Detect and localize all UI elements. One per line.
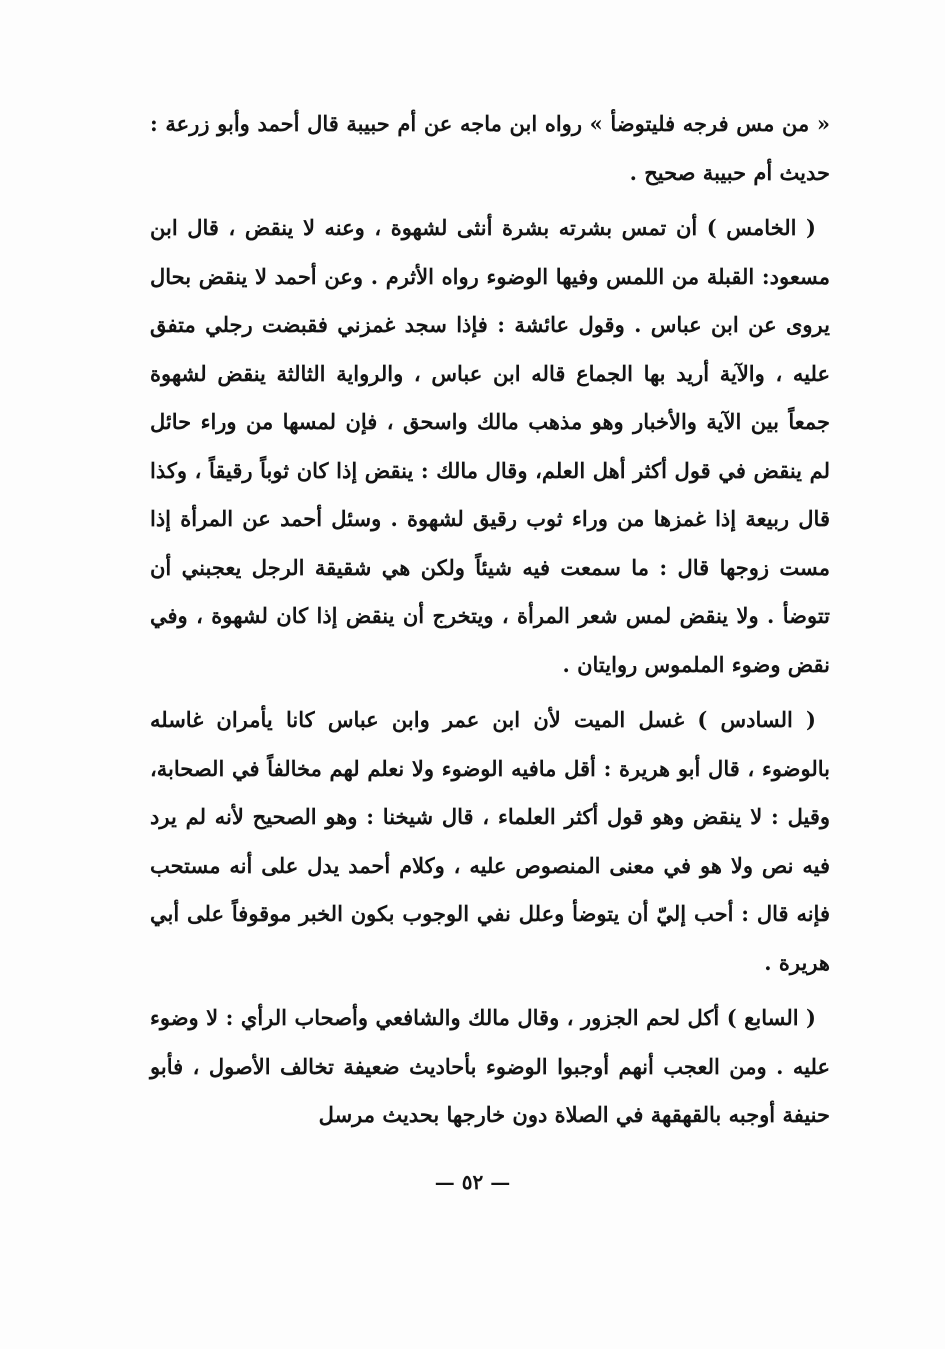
page-number: — ٥٢ — bbox=[434, 1170, 511, 1194]
body-text bbox=[150, 100, 830, 1147]
paragraph-fifth: ( الخامس ) أن تمس بشرته بشرة أنثى لشهوة ، وعنه لا ينقض ، قال ابن مسعود: القبلة من اللمس وفيها الوضوء رواه الأثرم . وعن أحمد لا ينقض بحال يروى عن ابن عباس . وقول عائشة : فإذا سجد غمزني فقبضت رجلي متفق عليه ، والآية أريد بها الجماع قاله ابن عباس ، والرواية الثالثة ينقض لشهوة جمعاً بين الآية والأخبار وهو مذهب مالك واسحق ، فإن لمسها من وراء حائل لم ينقض في قول أكثر أهل العلم، وقال مالك : ينقض إذا كان ثوباً رقيقاً ، وكذا قال ربيعة إذا غمزها من وراء ثوب رقيق لشهوة . وسئل أحمد عن المرأة إذا مست زوجها قال : ما سمعت فيه شيئاً ولكن هي شقيقة الرجل يعجبني أن تتوضأ . ولا ينقض لمس شعر المرأة ، ويتخرج أن ينقض إذا كان لشهوة ، وفي نقض وضوء الملموس روايتان . bbox=[150, 215, 830, 677]
paragraph-sixth: ( السادس ) غسل الميت لأن ابن عمر وابن عباس كانا يأمران غاسله بالوضوء ، قال أبو هريرة : أقل مافيه الوضوء ولا نعلم لهم مخالفاً في الصحابة، وقيل : لا ينقض وهو قول أكثر العلماء ، قال شيخنا : وهو الصحيح لأنه لم يرد فيه نص ولا هو في معنى المنصوص عليه ، وكلام أحمد يدل على أنه مستحب فإنه قال : أحب إليّ أن يتوضأ وعلل نفي الوجوب بكون الخبر موقوفاً على أبي هريرة . bbox=[150, 707, 830, 975]
paragraph-hadith-continuation: « من مس فرجه فليتوضأ » رواه ابن ماجه عن أم حبيبة قال أحمد وأبو زرعة : حديث أم حبيبة صحيح . bbox=[150, 111, 830, 185]
paragraph-seventh: ( السابع ) أكل لحم الجزور ، وقال مالك والشافعي وأصحاب الرأي : لا وضوء عليه . ومن العجب أنهم أوجبوا الوضوء بأحاديث ضعيفة تخالف الأصول ، فأبو حنيفة أوجبه بالقهقهة في الصلاة دون خارجها بحديث مرسل bbox=[150, 1005, 830, 1127]
